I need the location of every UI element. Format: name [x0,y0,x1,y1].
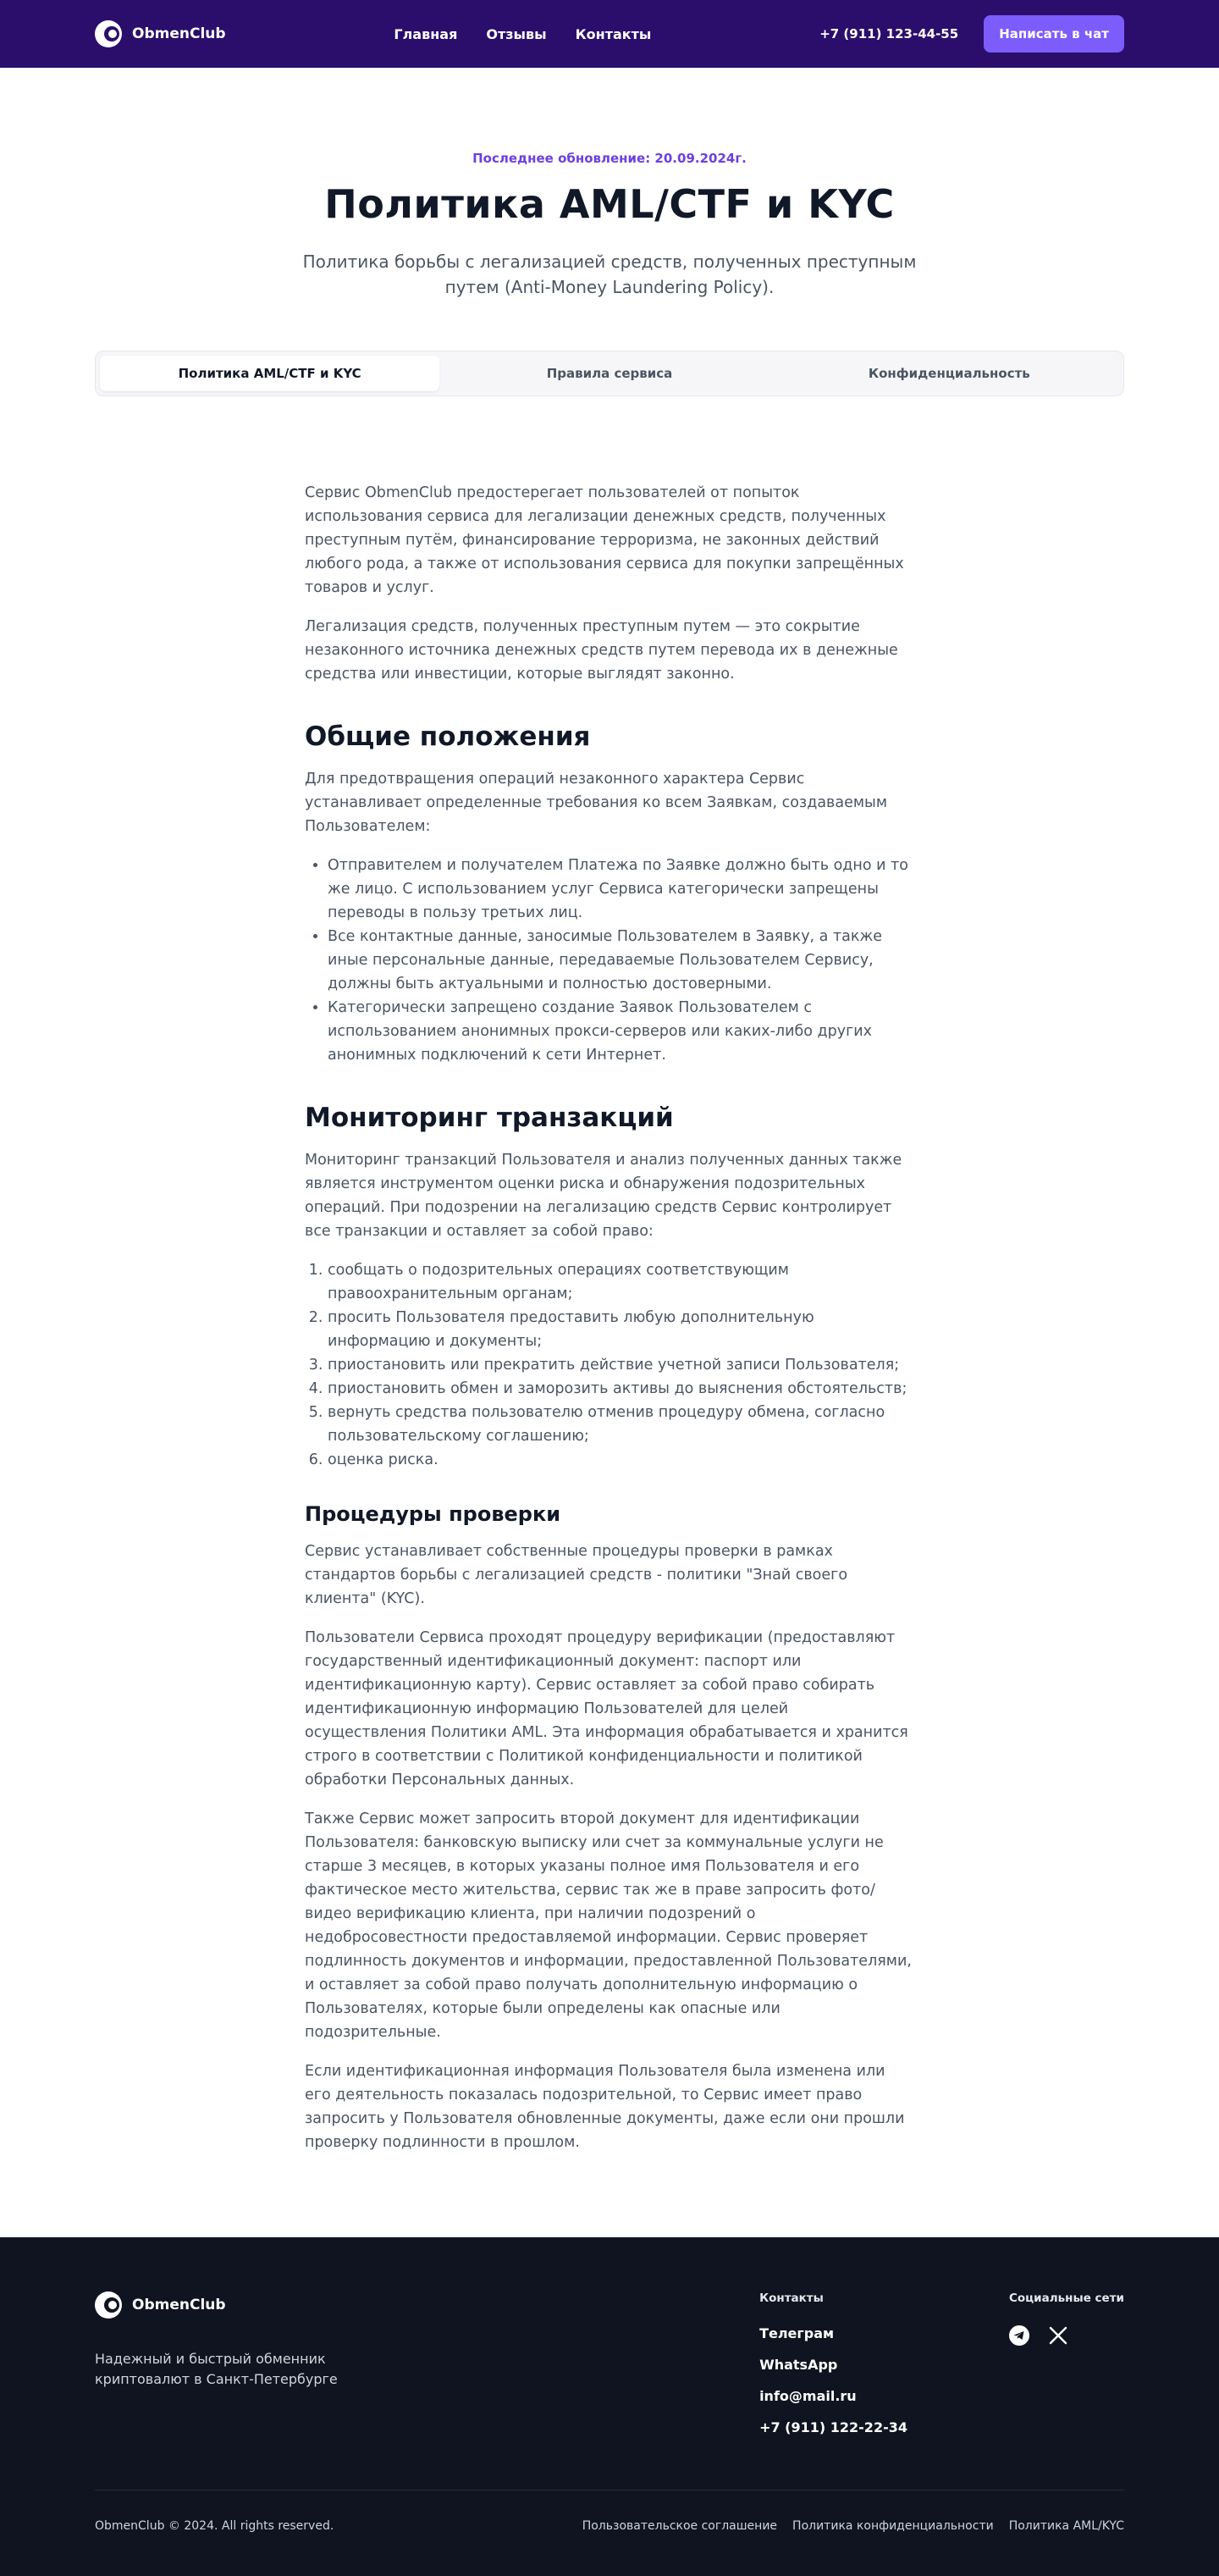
section-heading-procedures: Процедуры проверки [305,1502,561,1526]
footer-link-whatsapp[interactable]: WhatsApp [759,2357,838,2373]
footer-top [95,2291,1124,2451]
intro-paragraph: Легализация средств, полученных преступным путем — это сокрытие незаконного источника денежных средств путем перевода их в денежные средства или инвестиции, которые выглядят законно. [305,618,898,683]
list-item: 1. сообщать о подозрительных операциях соответствующим правоохранительным органам; [328,1258,914,1306]
brand-logo-link[interactable] [95,20,226,47]
legal-link-privacy[interactable]: Политика конфиденциальности [792,2519,994,2533]
list-item: • Отправителем и получателем Платежа по Заявке должно быть одно и то же лицо. С использованием услуг Сервиса категорически запрещены переводы в пользу третьих лиц. [328,854,914,925]
page-subtitle: Политика борьбы с легализацией средств, полученных преступным путем (Anti-Money Laundering Policy). [302,252,917,297]
nav-link-reviews[interactable]: Отзывы [486,25,547,42]
section-heading-general: Общие положения [305,721,591,752]
telegram-icon[interactable] [1009,2325,1029,2346]
footer-contacts [759,2291,907,2451]
list-item: 5. вернуть средства пользователю отменив процедуру обмена, согласно пользовательскому соглашению; [328,1401,914,1448]
socials-title: Социальные сети [1008,2291,1124,2305]
logo-icon [95,2291,122,2319]
page-title: Политика AML/CTF и KYC [324,181,895,227]
procedures-paragraph: Если идентификационная информация Пользователя была изменена или его деятельность показалась подозрительной, то Сервис имеет право запросить у Пользователя обновленные документы, даже если они прошли проверку подлинности в прошлом. [305,2063,905,2151]
footer-link-email[interactable]: info@mail.ru [759,2388,857,2404]
chat-button[interactable]: Написать в чат [984,15,1124,53]
x-icon[interactable] [1048,2325,1068,2346]
main-nav [394,26,651,42]
list-item: 3. приостановить или прекратить действие учетной записи Пользователя; [328,1353,914,1377]
list-item: 2. просить Пользователя предоставить любую дополнительную информацию и документы; [328,1306,914,1353]
hero-section [0,68,1219,300]
procedures-paragraph: Также Сервис может запросить второй документ для идентификации Пользователя: банковскую выписку или счет за коммунальные услуги не старше 3 месяцев, в которых указаны полное имя Пользователя и его фактическое место жительства, сервис так же в праве запросить фото/видео верификацию клиента, при наличии подозрений о недобросовестности предоставляемой информации. Сервис проверяет подлинность документов и информации, предоставленной Пользователями, и оставляет за собой право получать дополнительную информацию о Пользователях, которые были определены как опасные или подозрительные. [305,1810,912,2041]
brand-name: ObmenClub [132,25,226,42]
general-text: Для предотвращения операций незаконного характера Сервис устанавливает определенные требования ко всем Заявкам, создаваемым Пользователем: [305,771,888,835]
header-actions [819,15,1124,53]
logo-icon [95,20,122,47]
footer-columns [759,2291,1124,2451]
monitoring-text: Мониторинг транзакций Пользователя и анализ полученных данных также является инструментом оценки риска и обнаружения подозрительных операций. При подозрении на легализацию средств Сервис контролирует все транзакции и оставляет за собой право: [305,1152,902,1240]
policy-tabs [95,351,1124,396]
footer-brand-name: ObmenClub [132,2297,226,2313]
list-item: • Все контактные данные, заносимые Пользователем в Заявку, а также иные персональные данные, передаваемые Пользователем Сервису, должны быть актуальными и полностью достоверными. [328,925,914,996]
copyright: ObmenClub © 2024. All rights reserved. [95,2519,334,2533]
footer-tagline: Надежный и быстрый обменник криптовалют в Санкт-Петербурге [95,2351,338,2387]
header-phone-link[interactable]: +7 (911) 123-44-55 [819,26,959,41]
procedures-paragraph: Пользователи Сервиса проходят процедуру верификации (предоставляют государственный идентификационный документ: паспорт или идентификационную карту). Сервис оставляет за собой право собирать идентификационную информацию Пользователей для целей осуществления Политики AML. Эта информация обрабатывается и хранится строго в соответствии с Политикой конфиденциальности и политикой обработки Персональных данных. [305,1629,908,1788]
footer-bottom [95,2490,1124,2533]
tab-privacy[interactable]: Конфиденциальность [868,366,1030,381]
intro-paragraph: Сервис ObmenClub предостерегает пользователей от попыток использования сервиса для легализации денежных средств, полученных преступным путём, финансирование терроризма, не законных действий любого рода, а также от использования сервиса для покупки запрещённых товаров и услуг. [305,484,904,596]
site-header [0,0,1219,68]
contacts-title: Контакты [759,2291,824,2305]
last-updated-label: Последнее обновление: 20.09.2024г. [472,151,747,166]
tab-aml-kyc[interactable]: Политика AML/CTF и KYC [100,356,439,391]
nav-link-contacts[interactable]: Контакты [575,25,652,42]
footer-logo-link[interactable] [95,2291,349,2319]
nav-link-home[interactable]: Главная [394,25,458,42]
footer-link-telegram[interactable]: Телеграм [759,2325,835,2341]
social-icons [1009,2325,1124,2346]
procedures-paragraph: Сервис устанавливает собственные процедуры проверки в рамках стандартов борьбы с легализацией средств - политики "Знай своего клиента" (KYC). [305,1543,848,1607]
section-heading-monitoring: Мониторинг транзакций [305,1103,674,1133]
list-item: 4. приостановить обмен и заморозить активы до выяснения обстоятельств; [328,1377,914,1401]
tab-service-rules[interactable]: Правила сервиса [546,366,673,381]
footer-socials [1009,2291,1124,2451]
legal-link-aml-kyc[interactable]: Политика AML/KYC [1008,2519,1124,2533]
legal-links [582,2519,1124,2533]
legal-link-user-agreement[interactable]: Пользовательское соглашение [582,2519,778,2533]
policy-content [305,481,914,2154]
monitoring-list [328,1258,914,1472]
general-list [328,854,914,1067]
footer-brand-block [95,2291,349,2451]
list-item: • Категорически запрещено создание Заявок Пользователем с использованием анонимных прокси-серверов или каких-либо других анонимных подключений к сети Интернет. [328,996,914,1067]
footer-link-phone[interactable]: +7 (911) 122-22-34 [759,2419,907,2435]
list-item: 6. оценка риска. [328,1448,914,1472]
site-footer [0,2237,1219,2576]
